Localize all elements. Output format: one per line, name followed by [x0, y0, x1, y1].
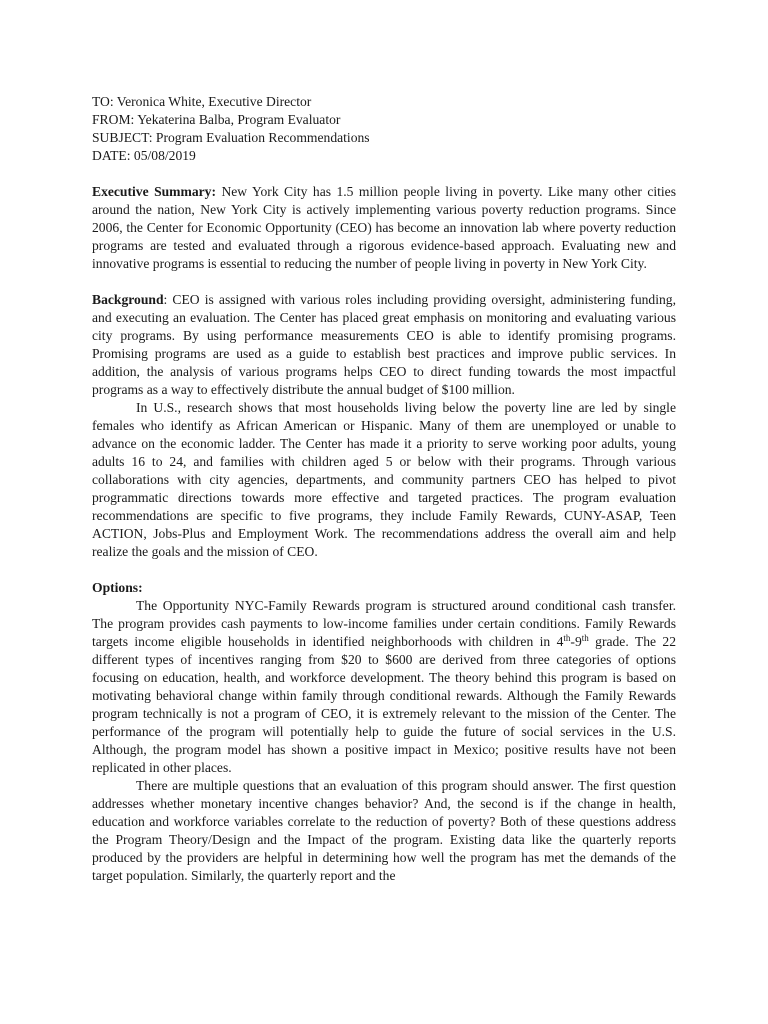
options-section [92, 579, 676, 885]
grade-dash: -9 [570, 634, 582, 649]
memo-to: TO: Veronica White, Executive Director [92, 94, 312, 109]
options-title: Options: [92, 580, 143, 595]
options-paragraph-2: There are multiple questions that an evaluation of this program should answer. The first question addresses whether monetary incentive changes behavior? And, the second is if the change in health, education and workforce variables correlate to the reduction of poverty? Both of these questions address the Program Theory/Design and the Impact of the program. Existing data like the quarterly reports produced by the providers are helpful in determining how well the program has met the demands of the target population. Similarly, the quarterly report and the [92, 778, 676, 883]
background-section [92, 291, 676, 561]
executive-summary-label: Executive Summary: [92, 184, 216, 199]
memo-from: FROM: Yekaterina Balba, Program Evaluator [92, 112, 341, 127]
background-paragraph [92, 291, 676, 399]
superscript-th-2: th [581, 633, 589, 643]
document-page [92, 93, 676, 885]
executive-summary-section [92, 183, 676, 273]
executive-summary-text: New York City has 1.5 million people living in poverty. Like many other cities around the nation, New York City is actively implementing various poverty reduction programs. Since 2006, the Center for Economic Opportunity (CEO) has become an innovation lab where poverty reduction programs are tested and evaluated through a rigorous evidence-based approach. Evaluating new and innovative programs is essential to reducing the number of people living in poverty in New York City. [92, 184, 677, 271]
options-p1-start: The Opportunity NYC-Family Rewards program is structured around conditional cash transfer. The program provides cash payments to low-income families under certain conditions. Family Rewards targets income eligible households in identified neighborhoods with children in 4 [92, 598, 676, 649]
background-paragraph-2: In U.S., research shows that most households living below the poverty line are led by single females who identify as African American or Hispanic. Many of them are unemployed or unable to advance on the economic ladder. The Center has made it a priority to serve working poor adults, young adults 16 to 24, and families with children aged 5 or below with their programs. Through various collaborations with city agencies, departments, and community partners CEO has helped to pivot programmatic directions towards more effective and targeted practices. The program evaluation recommendations are specific to five programs, they include Family Rewards, CUNY-ASAP, Teen ACTION, Jobs-Plus and Employment Work. The recommendations address the overall aim and help realize the goals and the mission of CEO. [92, 400, 676, 559]
memo-subject: SUBJECT: Program Evaluation Recommendations [92, 130, 370, 145]
memo-date: DATE: 05/08/2019 [92, 148, 196, 163]
memo-header [92, 93, 676, 165]
background-label: Background [92, 292, 164, 307]
background-text: : CEO is assigned with various roles including providing oversight, administering funding, and executing an evaluation. The Center has placed great emphasis on monitoring and evaluating various city programs. By using performance measurements CEO is able to identify promising programs. Promising programs are used as a guide to establish best practices and improve public services. In addition, the analysis of various programs helps CEO to direct funding towards the most impactful programs as a way to effectively distribute the annual budget of $100 million. [92, 292, 676, 397]
options-p1-end: grade. The 22 different types of incentives ranging from $20 to $600 are derived from three categories of options focusing on education, health, and workforce development. The theory behind this program is based on motivating behavioral change within family through conditional rewards. Although the Family Rewards program technically is not a program of CEO, it is extremely relevant to the mission of the Center. The performance of the program will potentially help to guide the future of social services in the U.S. Although, the program model has shown a positive impact in Mexico; positive results have not been replicated in other places. [92, 634, 677, 775]
executive-summary-paragraph [92, 183, 676, 273]
superscript-th-1: th [563, 633, 571, 643]
options-paragraph-1 [92, 597, 676, 777]
